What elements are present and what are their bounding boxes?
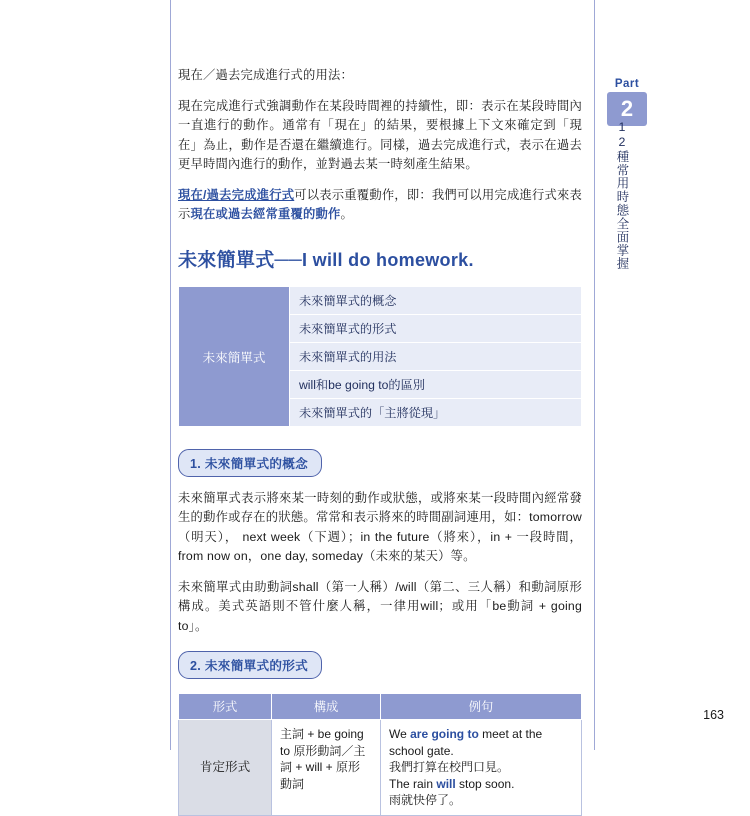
section-title-zh: 未來簡單式 xyxy=(178,249,275,271)
overview-table xyxy=(178,286,582,427)
part-number: 2 xyxy=(607,92,647,126)
overview-table-cell: 未來簡單式的「主將從現」 xyxy=(290,398,582,426)
table-row xyxy=(179,720,582,816)
intro-paragraph-1: 現在完成進行式強調動作在某段時間裡的持續性，即：表示在某段時間內一直進行的動作。通常有「現在」的結果，要根據上下文來確定到「現在」為止，動作是否還在繼續進行。同樣，過去完成進行式，表示在過去更早時間內進行的動作，並對過去某一時刻產生結果。 xyxy=(178,98,582,171)
overview-table-cell: will和be going to的區別 xyxy=(290,370,582,398)
example-1-post: meet at the school gate. xyxy=(389,727,543,758)
intro-paragraph-2-emphasis: 現在或過去經常重覆的動作 xyxy=(190,207,341,221)
subsection-1-paragraph-2: 未來簡單式由助動詞shall（第一人稱）/will（第二、三人稱）和動詞原形構成。美式英語則不管什麼人稱，一律用will；或用「be動詞 + going to」。 xyxy=(178,579,582,633)
example-translation-1: 我們打算在校門口見。 xyxy=(389,760,510,774)
forms-table-header-structure: 構成 xyxy=(272,694,381,720)
right-margin-rule xyxy=(594,0,595,750)
overview-table-cell: 未來簡單式的用法 xyxy=(290,342,582,370)
forms-table-structure-cell: 主詞 + be going to 原形動詞／主詞 + will + 原形動詞 xyxy=(272,720,381,816)
forms-table-header-form: 形式 xyxy=(179,694,272,720)
part-label: Part xyxy=(614,78,640,90)
intro-lead: 現在／過去完成進行式的用法： xyxy=(178,68,353,82)
left-margin-rule xyxy=(170,0,171,750)
page-content xyxy=(178,66,582,816)
table-row xyxy=(179,286,582,314)
forms-table-example-cell xyxy=(381,720,582,816)
forms-table-row-label: 肯定形式 xyxy=(179,720,272,816)
page-number: 163 xyxy=(703,708,724,722)
subsection-heading-1: 1. 未來簡單式的概念 xyxy=(178,449,322,477)
section-title-dash: ── xyxy=(274,249,303,271)
part-marker xyxy=(604,78,650,126)
forms-table-header-example: 例句 xyxy=(381,694,582,720)
example-1-pre: We xyxy=(389,727,411,741)
forms-table xyxy=(178,693,582,816)
example-2-highlight: will xyxy=(436,776,456,791)
example-sentence-1 xyxy=(389,726,573,759)
example-2-pre: The rain xyxy=(389,776,437,791)
example-1-highlight: are going to xyxy=(410,727,479,741)
subsection-1-paragraph-1: 未來簡單式表示將來某一時刻的動作或狀態，或將來某一段時間內經常發生的動作或存在的狀態。常常和表示將來的時間副詞連用，如：tomorrow（明天）， next week（下週）；in the future（將來），in + 一段時間，from now on，one day, someday（未來的某天）等。 xyxy=(178,490,582,563)
section-title xyxy=(178,245,582,272)
margin-vertical-title: 12種常用時態全面掌握 xyxy=(615,120,629,271)
example-2-post: stop soon. xyxy=(455,776,515,791)
section-title-en: I will do homework. xyxy=(302,249,474,270)
intro-paragraph-2 xyxy=(178,186,582,225)
overview-table-label: 未來簡單式 xyxy=(179,286,290,426)
intro-paragraph-2-suffix: 。 xyxy=(340,207,353,221)
subsection-heading-2: 2. 未來簡單式的形式 xyxy=(178,651,322,679)
overview-table-cell: 未來簡單式的概念 xyxy=(290,286,582,314)
table-header-row xyxy=(179,694,582,720)
intro-paragraph-2-term: 現在/過去完成進行式 xyxy=(178,187,295,202)
overview-table-cell: 未來簡單式的形式 xyxy=(290,314,582,342)
example-sentence-2 xyxy=(389,776,573,793)
intro-paragraph-2-mid: 可以表示重覆動作，即：我們可以用完成進行式來表示 xyxy=(178,187,583,221)
example-translation-2: 雨就快停了。 xyxy=(389,793,462,807)
